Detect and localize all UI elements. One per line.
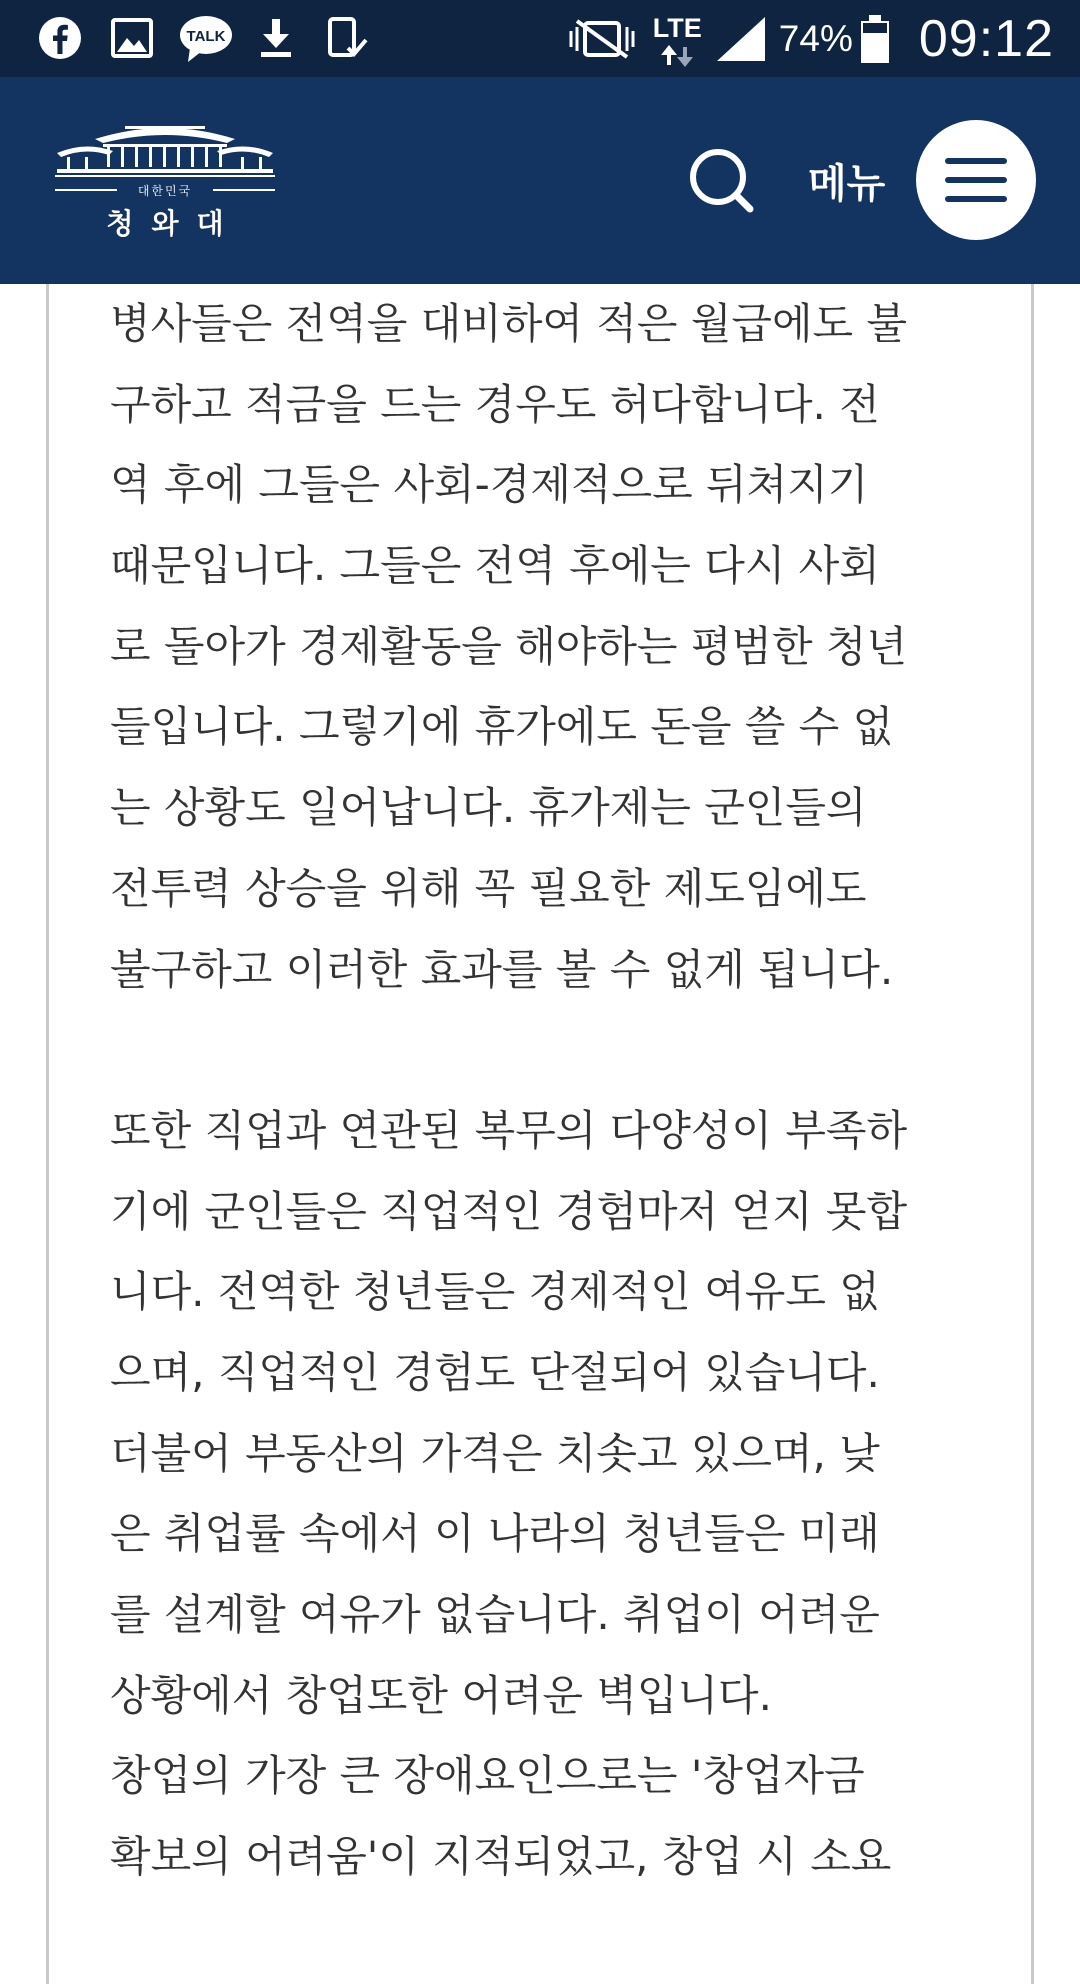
battery-percent: 74% [778,17,853,59]
body-line: 구하고 적금을 드는 경우도 허다합니다. 전 [110,379,880,429]
menu-button[interactable] [916,120,1036,240]
body-line: 또한 직업과 연관된 복무의 다양성이 부족하 [110,1105,908,1155]
status-right-group [567,0,1054,77]
body-line: 창업의 가장 큰 장애요인으로는 '창업자금 [110,1751,865,1801]
logo-subtitle: 대한민국 [137,184,193,198]
lte-indicator [649,9,707,69]
site-header [0,77,1080,284]
menu-label[interactable]: 메뉴 [808,161,886,207]
status-bar [0,0,1080,77]
vibrate-mute-icon [567,15,637,63]
talk-label: TALK [186,28,226,45]
logo-title: 청와대 [106,207,242,240]
kakaotalk-icon [178,14,234,64]
gallery-icon [108,14,156,62]
body-line: 를 설계할 여유가 없습니다. 취업이 어려운 [110,1590,880,1639]
body-line: 기에 군인들은 직업적인 경험마저 얻지 못합 [110,1186,908,1236]
clock: 09:12 [918,9,1054,68]
body-line: 는 상황도 일어납니다. 휴가제는 군인들의 [110,783,867,833]
body-line: 으며, 직업적인 경험도 단절되어 있습니다. [110,1347,880,1397]
cheongwadae-logo[interactable] [55,117,275,247]
body-line: 확보의 어려움'이 지적되었고, 창업 시 소요 [110,1832,892,1882]
petition-body [110,284,990,1898]
download-icon [252,14,300,62]
body-line: 전투력 상승을 위해 꼭 필요한 제도임에도 [110,863,867,913]
body-line: 역 후에 그들은 사회-경제적으로 뒤쳐지기 [110,460,869,510]
body-line: 로 돌아가 경제활동을 해야하는 평범한 청년 [110,621,908,671]
facebook-icon [36,14,84,62]
lte-label: LTE [652,12,702,43]
body-line: 니다. 전역한 청년들은 경제적인 여유도 없 [110,1267,880,1317]
body-line: 더불어 부동산의 가격은 치솟고 있으며, 낮 [110,1428,880,1478]
data-arrows-icon [659,45,699,67]
search-icon[interactable] [686,145,758,217]
body-line: 불구하고 이러한 효과를 볼 수 없게 됩니다. [110,944,894,994]
screenshot-icon [322,14,370,62]
body-line: 들입니다. 그렇기에 휴가에도 돈을 쓸 수 없 [110,702,894,752]
hamburger-icon [945,158,1007,164]
signal-icon [715,15,769,63]
body-line: 때문입니다. 그들은 전역 후에는 다시 사회 [110,541,880,591]
body-line: 병사들은 전역을 대비하여 적은 월급에도 불 [110,299,908,348]
paragraph-gap [110,1010,990,1091]
body-line: 상황에서 창업또한 어려운 벽입니다. [110,1670,772,1720]
body-line: 은 취업률 속에서 이 나라의 청년들은 미래 [110,1509,880,1559]
blue-house-emblem-icon [55,117,275,181]
battery-icon [859,13,891,65]
